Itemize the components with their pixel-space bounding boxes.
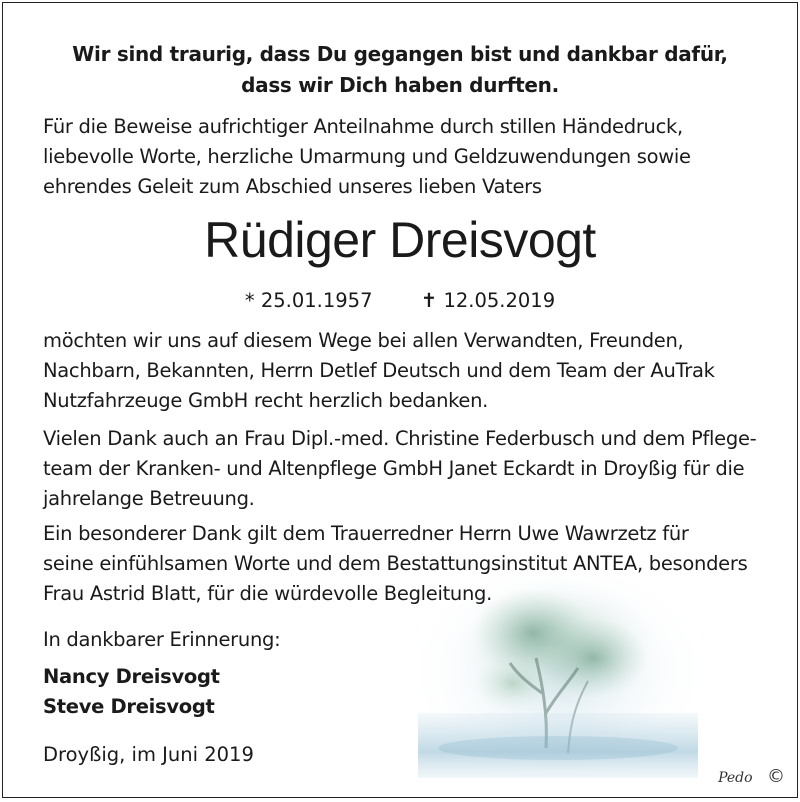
thanks-line: Nutzfahrzeuge GmbH recht herzlich bedanken. [43, 389, 489, 412]
thanks-line: seine einfühlsamen Worte und dem Bestattungsinstitut ANTEA, besonders [43, 552, 748, 575]
credit [718, 766, 785, 787]
thanks-paragraph-1 [43, 326, 773, 416]
death-cross-icon: ✝ [420, 289, 438, 312]
pedo-credit: Pedo [718, 770, 753, 786]
place-date: Droyßig, im Juni 2019 [43, 743, 254, 766]
obituary-text [3, 3, 797, 797]
copyright-icon: © [767, 766, 785, 787]
thanks-paragraph-3 [43, 519, 773, 609]
death-date: 12.05.2019 [443, 289, 556, 312]
intro-paragraph [43, 112, 773, 202]
thanks-line: Frau Astrid Blatt, für die würdevolle Begleitung. [43, 582, 493, 605]
thanks-line: Vielen Dank auch an Frau Dipl.-med. Christine Federbusch und dem Pflege- [43, 427, 757, 450]
thanks-line: Nachbarn, Bekannten, Herrn Detlef Deutsch und dem Team der AuTrak [43, 359, 715, 382]
thanks-line: Ein besonderer Dank gilt dem Trauerredner Herrn Uwe Wawrzetz für [43, 522, 689, 545]
birth-star-icon: * [244, 289, 255, 312]
thanks-paragraph-2 [43, 424, 773, 514]
life-dates [3, 288, 797, 314]
intro-line: Für die Beweise aufrichtiger Anteilnahme durch stillen Händedruck, [43, 115, 683, 138]
motto-line: dass wir Dich haben durften. [241, 73, 559, 97]
intro-line: liebevolle Worte, herzliche Umarmung und Geldzuwendungen sowie [43, 145, 691, 168]
signature-name: Nancy Dreisvogt [43, 665, 220, 688]
intro-line: ehrendes Geleit zum Abschied unseres lieben Vaters [43, 175, 542, 198]
deceased-name: Rüdiger Dreisvogt [204, 212, 596, 268]
obituary-card [2, 2, 798, 798]
motto-line: Wir sind traurig, dass Du gegangen bist und dankbar dafür, [72, 42, 728, 66]
thanks-line: jahrelange Betreuung. [43, 487, 255, 510]
motto [3, 39, 797, 101]
birth-date: 25.01.1957 [260, 289, 373, 312]
signature-name: Steve Dreisvogt [43, 695, 215, 718]
thanks-line: team der Kranken- und Altenpflege GmbH Janet Eckardt in Droyßig für die [43, 457, 745, 480]
thanks-line: möchten wir uns auf diesem Wege bei allen Verwandten, Freunden, [43, 329, 684, 352]
closing-line: In dankbarer Erinnerung: [43, 628, 281, 651]
